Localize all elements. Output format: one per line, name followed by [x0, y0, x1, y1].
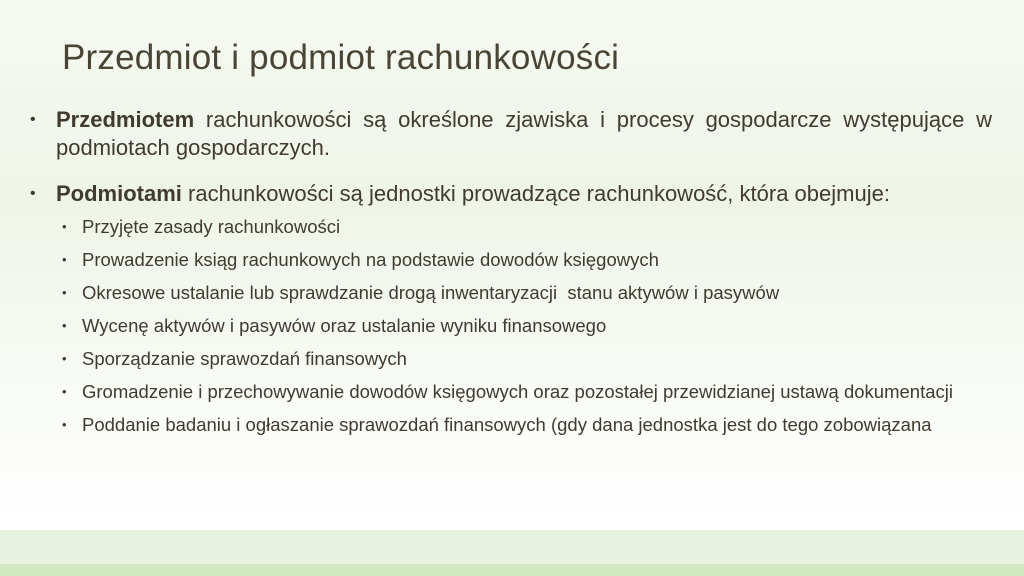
bullet-bold-term: Przedmiotem — [56, 107, 195, 132]
list-item — [56, 216, 992, 238]
bullet-podmiot — [30, 180, 992, 208]
list-item-text: Prowadzenie ksiąg rachunkowych na podstawie dowodów księgowych — [82, 249, 659, 270]
list-item-text: Przyjęte zasady rachunkowości — [82, 216, 341, 237]
slide-content — [30, 106, 992, 447]
sub-bullet-marker: • — [62, 219, 67, 234]
sub-bullet-marker: • — [62, 417, 67, 432]
list-item — [56, 249, 992, 271]
sub-bullet-marker: • — [62, 318, 67, 333]
bullet-marker: • — [30, 185, 36, 202]
list-item — [56, 414, 992, 436]
list-item — [56, 348, 992, 370]
bullet-text: rachunkowości są jednostki prowadzące rachunkowość, która obejmuje: — [181, 181, 890, 206]
sub-bullet-marker: • — [62, 252, 67, 267]
list-item — [56, 282, 992, 304]
footer-stripe — [0, 564, 1024, 576]
list-item-text: Gromadzenie i przechowywanie dowodów księgowych oraz pozostałej przewidzianej ustawą dokumentacji — [82, 381, 953, 402]
list-item — [56, 381, 992, 403]
list-item-text: Okresowe ustalanie lub sprawdzanie drogą inwentaryzacji stanu aktywów i pasywów — [82, 282, 780, 303]
sub-bullet-marker: • — [62, 351, 67, 366]
list-item-text: Sporządzanie sprawozdań finansowych — [82, 348, 407, 369]
list-item-text: Wycenę aktywów i pasywów oraz ustalanie wyniku finansowego — [82, 315, 607, 336]
footer-band — [0, 530, 1024, 564]
bullet-marker: • — [30, 111, 36, 128]
bullet-przedmiot — [30, 106, 992, 162]
list-item-text: Poddanie badaniu i ogłaszanie sprawozdań finansowych (gdy dana jednostka jest do tego zobowiązana — [82, 414, 932, 435]
sub-bullet-marker: • — [62, 384, 67, 399]
bullet-bold-term: Podmiotami — [56, 181, 182, 206]
slide-title: Przedmiot i podmiot rachunkowości — [62, 38, 620, 77]
sub-bullet-list — [56, 216, 992, 436]
list-item — [56, 315, 992, 337]
sub-bullet-marker: • — [62, 285, 67, 300]
bullet-text: rachunkowości są określone zjawiska i procesy gospodarcze występujące w podmiotach gospodarczych. — [56, 107, 992, 160]
